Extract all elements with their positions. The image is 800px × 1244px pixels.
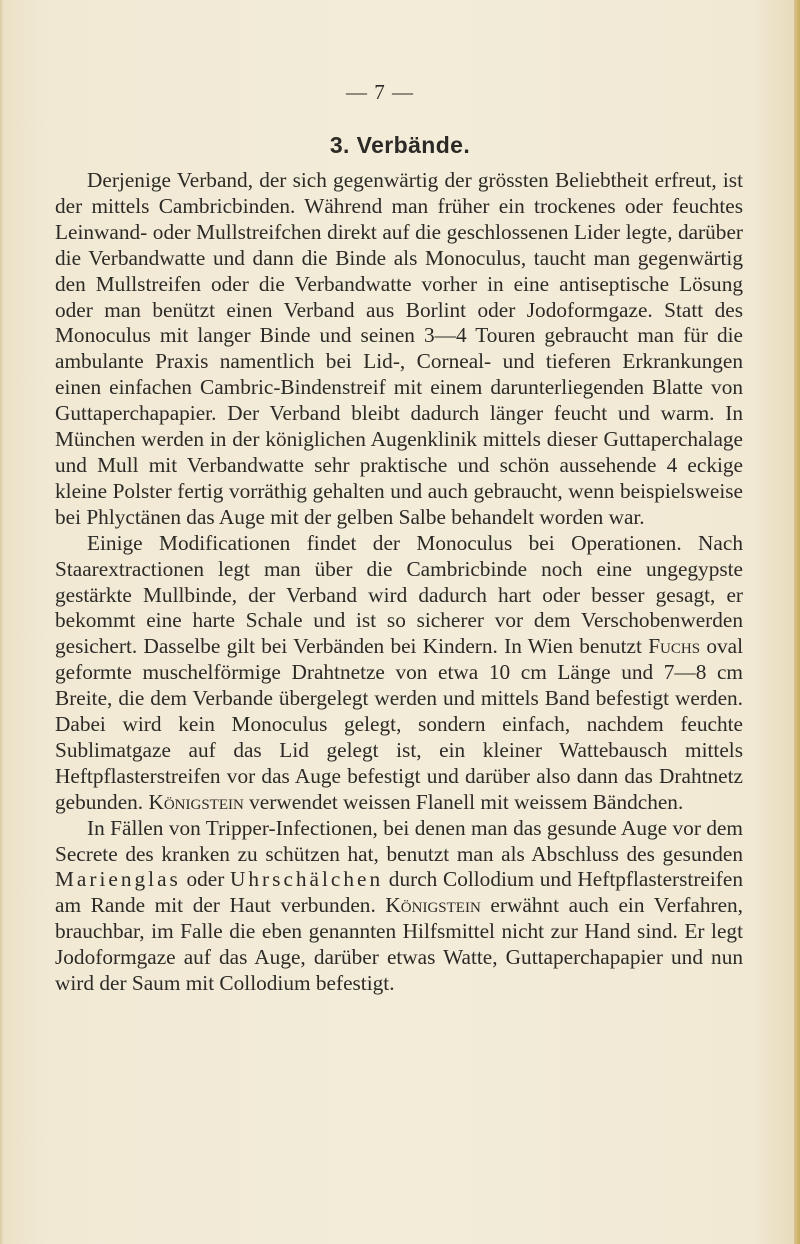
page-number: — 7 — — [346, 80, 414, 104]
paragraph-3 — [55, 816, 743, 997]
text-segment: Derjenige Verband, der sich gegenwärtig der grössten Beliebtheit erfreut, ist der mittels Cambricbinden. Während man früher ein trockenes oder feuchtes Leinwand- oder Mullstreifchen direkt auf die geschlossenen Lider legte, darüber die Verbandwatte und dann die Binde als Monoculus, taucht man gegenwärtig den Mullstreifen oder die Verbandwatte vorher in eine antiseptische Lösung oder man benützt einen Verband aus Borlint oder Jodoformgaze. Statt des Monoculus mit langer Binde und seinen 3—4 Touren gebraucht man für die ambulante Praxis namentlich bei Lid-, Corneal- und tieferen Erkrankungen einen einfachen Cambric-Bindenstreif mit einem darunterliegenden Blatte von Guttaperchapapier. Der Verband bleibt dadurch länger feucht und warm. In München werden in der königlichen Augenklinik mittels dieser Guttaperchalage und Mull mit Verbandwatte sehr praktische und schön aussehende 4 eckige kleine Polster fertig vorräthig gehalten und auch gebraucht, wenn beispielsweise bei Phlyctänen das Auge mit der gelben Salbe behandelt worden war. — [55, 168, 743, 529]
section-heading: 3. Verbände. — [329, 132, 471, 158]
text-segment: In Fällen von Tripper-Infectionen, bei denen man das gesunde Auge vor dem Secrete des kranken zu schützen hat, benutzt man als Abschluss des gesunden — [55, 815, 743, 866]
author-name-koenigstein: Königstein — [385, 893, 481, 918]
text-segment: oval geformte muschelförmige Drahtnetze von etwa 10 cm Länge und 7—8 cm Breite, die dem Verbande übergelegt werden und mittels Band befestigt werden. Dabei wird kein Monoculus gelegt, sondern einfach, nachdem feuchte Sublimatgaze auf das Lid gelegt ist, ein kleiner Wattebausch mittels Heftpflasterstreifen vor das Auge befestigt und darüber also dann das Drahtnetz gebunden. — [55, 634, 743, 814]
term-uhrschaelchen: Uhrschälchen — [230, 867, 384, 892]
text-segment: verwendet weissen Flanell mit weissem Bändchen. — [243, 789, 684, 814]
page-right-edge — [794, 0, 800, 1244]
text-segment: durch Collodium und Heftpflasterstreifen am Rande mit der Haut verbunden. — [55, 867, 743, 918]
paragraph-2 — [55, 531, 743, 816]
author-name-koenigstein: Königstein — [148, 789, 244, 814]
text-segment: Einige Modificationen findet der Monoculus bei Operationen. Nach Staarextractionen legt man über die Cambricbinde noch eine ungegypste gestärkte Mullbinde, der Verband wird dadurch hart oder besser gesagt, er bekommt eine harte Schale und ist so sicherer vor dem Verschobenwerden gesichert. Dasselbe gilt bei Verbänden bei Kindern. In Wien benutzt — [55, 530, 743, 659]
text-segment: erwähnt auch ein Verfahren, brauchbar, im Falle die eben genannten Hilfsmittel nicht zur Hand sind. Er legt Jodoformgaze auf das Auge, darüber etwas Watte, Guttaperchapapier und nun wird der Saum mit Collodium befestigt. — [55, 893, 743, 996]
body-text — [55, 168, 743, 997]
paragraph-1 — [55, 168, 743, 531]
page-left-edge — [0, 0, 4, 1244]
term-marienglas: Marienglas — [55, 867, 181, 892]
text-segment: oder — [180, 867, 231, 892]
author-name-fuchs: Fuchs — [648, 634, 701, 659]
